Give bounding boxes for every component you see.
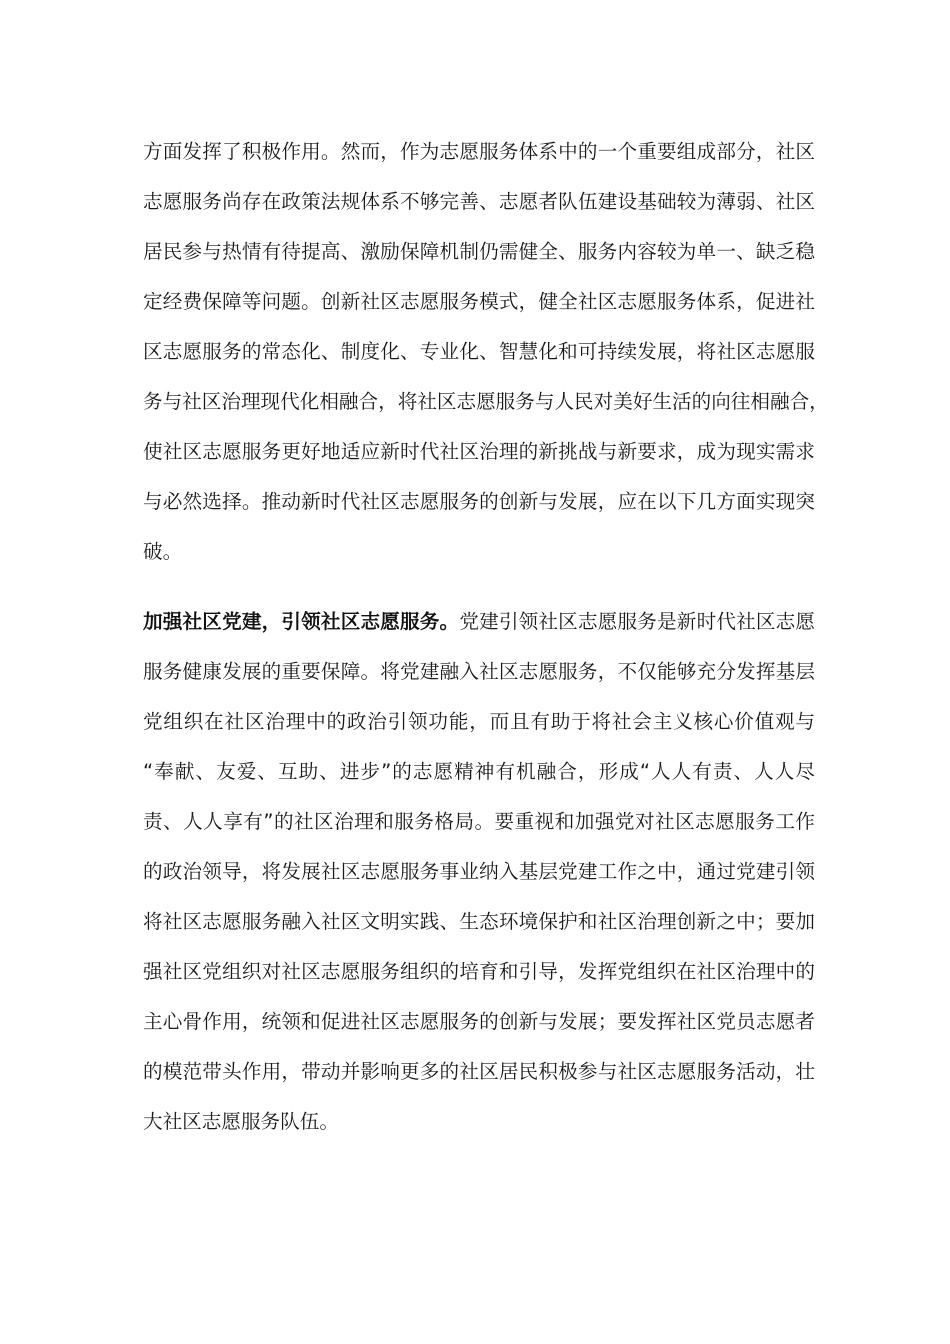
paragraph-1-line: 与必然选择。推动新时代社区志愿服务的创新与发展，应在以下几方面实现突 [143, 490, 815, 513]
paragraph-1-line: 居民参与热情有待提高、激励保障机制仍需健全、服务内容较为单一、缺乏稳 [143, 240, 815, 263]
paragraph-2-first-line-text: 党建引领社区志愿服务是新时代社区志愿 [459, 610, 816, 633]
paragraph-1-line: 使社区志愿服务更好地适应新时代社区治理的新挑战与新要求，成为现实需求 [143, 440, 815, 463]
paragraph-2-line: 党组织在社区治理中的政治引领功能，而且有助于将社会主义核心价值观与 [143, 710, 815, 733]
paragraph-1-line: 定经费保障等问题。创新社区志愿服务模式，健全社区志愿服务体系，促进社 [143, 290, 815, 313]
paragraph-2-line: 主心骨作用，统领和促进社区志愿服务的创新与发展；要发挥社区党员志愿者 [143, 1010, 815, 1033]
paragraph-2-line: 将社区志愿服务融入社区文明实践、生态环境保护和社区治理创新之中；要加 [143, 910, 815, 933]
paragraph-2-line: 大社区志愿服务队伍。 [143, 1110, 339, 1133]
paragraph-2-first-line [143, 605, 815, 639]
paragraph-2-line: 责、人人享有”的社区治理和服务格局。要重视和加强党对社区志愿服务工作 [143, 810, 815, 833]
paragraph-1-line: 务与社区治理现代化相融合，将社区志愿服务与人民对美好生活的向往相融合， [143, 390, 829, 413]
paragraph-2-line: 的政治领导，将发展社区志愿服务事业纳入基层党建工作之中，通过党建引领 [143, 860, 815, 883]
paragraph-2-line: “奉献、友爱、互助、进步”的志愿精神有机融合，形成“人人有责、人人尽 [143, 760, 815, 783]
paragraph-2-line: 服务健康发展的重要保障。将党建融入社区志愿服务，不仅能够充分发挥基层 [143, 660, 815, 683]
paragraph-2-line: 强社区党组织对社区志愿服务组织的培育和引导，发挥党组织在社区治理中的 [143, 960, 815, 983]
paragraph-1-line: 破。 [143, 540, 183, 563]
paragraph-1-line: 方面发挥了积极作用。然而，作为志愿服务体系中的一个重要组成部分，社区 [143, 140, 815, 163]
paragraph-2-line: 的模范带头作用，带动并影响更多的社区居民积极参与社区志愿服务活动，壮 [143, 1060, 815, 1083]
paragraph-heading: 加强社区党建，引领社区志愿服务。 [143, 610, 460, 633]
paragraph-1-line: 区志愿服务的常态化、制度化、专业化、智慧化和可持续发展，将社区志愿服 [143, 340, 815, 363]
paragraph-1-line: 志愿服务尚存在政策法规体系不够完善、志愿者队伍建设基础较为薄弱、社区 [143, 190, 815, 213]
